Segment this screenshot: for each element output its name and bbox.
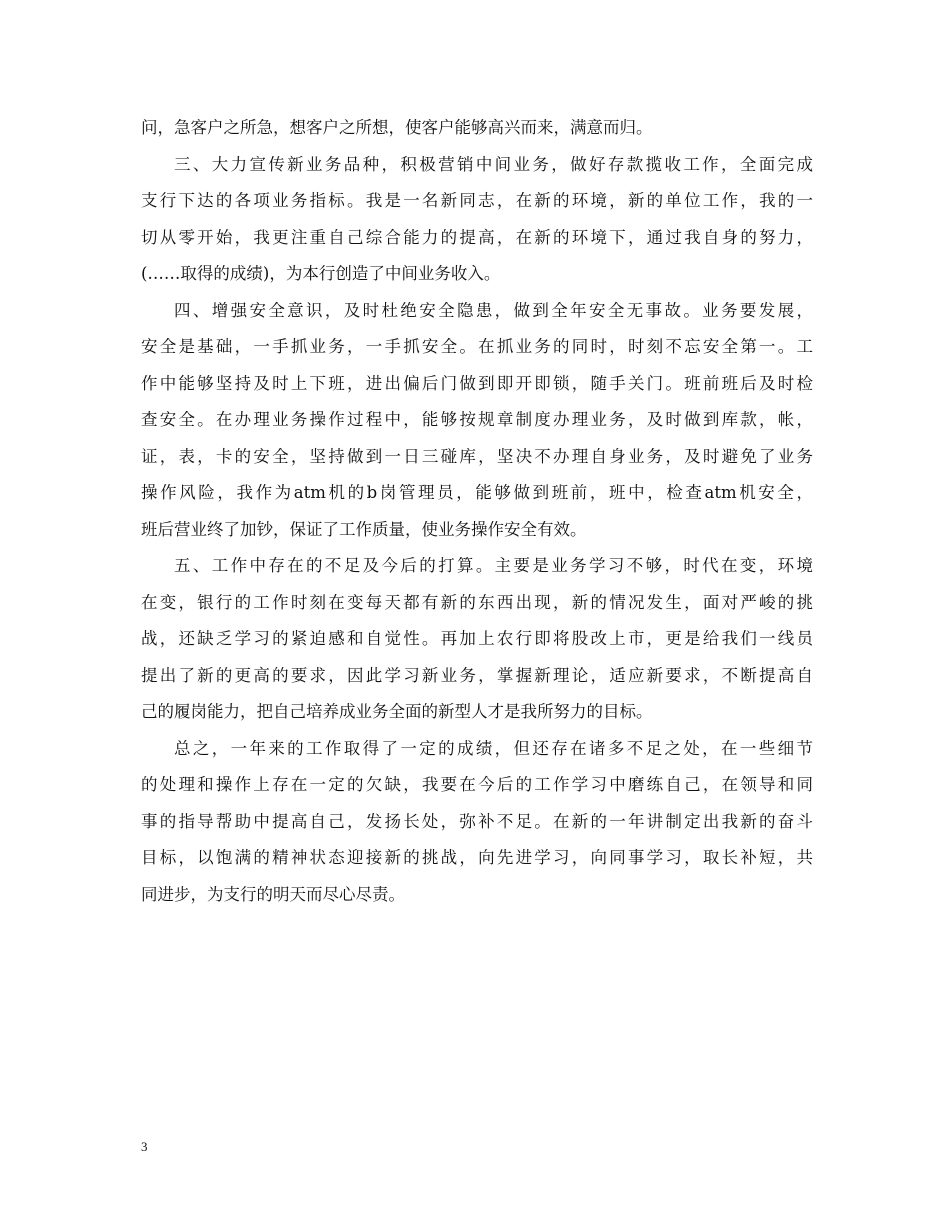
text-line: 证，表，卡的安全，坚持做到一日三碰库，坚决不办理自身业务，及时避免了业务 xyxy=(141,446,813,466)
text-line: 三、大力宣传新业务品种，积极营销中间业务，做好存款揽收工作，全面完成 xyxy=(174,154,813,174)
text-line: 四、增强安全意识，及时杜绝安全隐患，做到全年安全无事故。业务要发展， xyxy=(174,300,813,320)
text-line: 在变，银行的工作时刻在变每天都有新的东西出现，新的情况发生，面对严峻的挑 xyxy=(141,592,813,612)
text-line: (……取得的成绩)，为本行创造了中间业务收入。 xyxy=(141,264,501,283)
text-line: 作中能够坚持及时上下班，进出偏后门做到即开即锁，随手关门。班前班后及时检 xyxy=(141,373,813,393)
text-line: 战，还缺乏学习的紧迫感和自觉性。再加上农行即将股改上市，更是给我们一线员 xyxy=(141,629,813,648)
text-line: 查安全。在办理业务操作过程中，能够按规章制度办理业务，及时做到库款，帐， xyxy=(141,410,813,429)
text-line: 同进步，为支行的明天而尽心尽责。 xyxy=(141,884,405,904)
text-line: 安全是基础，一手抓业务，一手抓安全。在抓业务的同时，时刻不忘安全第一。工 xyxy=(141,337,813,356)
text-line: 切从零开始，我更注重自己综合能力的提高，在新的环境下，通过我自身的努力， xyxy=(141,227,813,247)
text-line: 的处理和操作上存在一定的欠缺，我要在今后的工作学习中磨练自己，在领导和同 xyxy=(141,775,813,794)
text-line: 己的履岗能力，把自己培养成业务全面的新型人才是我所努力的目标。 xyxy=(141,702,653,721)
text-line: 总之，一年来的工作取得了一定的成绩，但还存在诸多不足之处，在一些细节 xyxy=(174,738,813,758)
text-line: 目标，以饱满的精神状态迎接新的挑战，向先进学习，向同事学习，取长补短，共 xyxy=(141,848,813,867)
text-line: 事的指导帮助中提高自己，发扬长处，弥补不足。在新的一年讲制定出我新的奋斗 xyxy=(141,811,813,831)
text-line: 班后营业终了加钞，保证了工作质量，使业务操作安全有效。 xyxy=(141,519,587,539)
text-line: 五、工作中存在的不足及今后的打算。主要是业务学习不够，时代在变，环境 xyxy=(174,556,813,575)
text-line: 问，急客户之所急，想客户之所想，使客户能够高兴而来，满意而归。 xyxy=(141,118,653,137)
text-line: 操作风险，我作为atm机的b岗管理员，能够做到班前，班中，检查atm机安全， xyxy=(141,483,813,502)
text-line: 提出了新的更高的要求，因此学习新业务，掌握新理论，适应新要求，不断提高自 xyxy=(141,665,813,685)
text-line: 支行下达的各项业务指标。我是一名新同志，在新的环境，新的单位工作，我的一 xyxy=(141,191,813,210)
page-number: 3 xyxy=(141,1139,148,1154)
document-body xyxy=(141,110,813,913)
